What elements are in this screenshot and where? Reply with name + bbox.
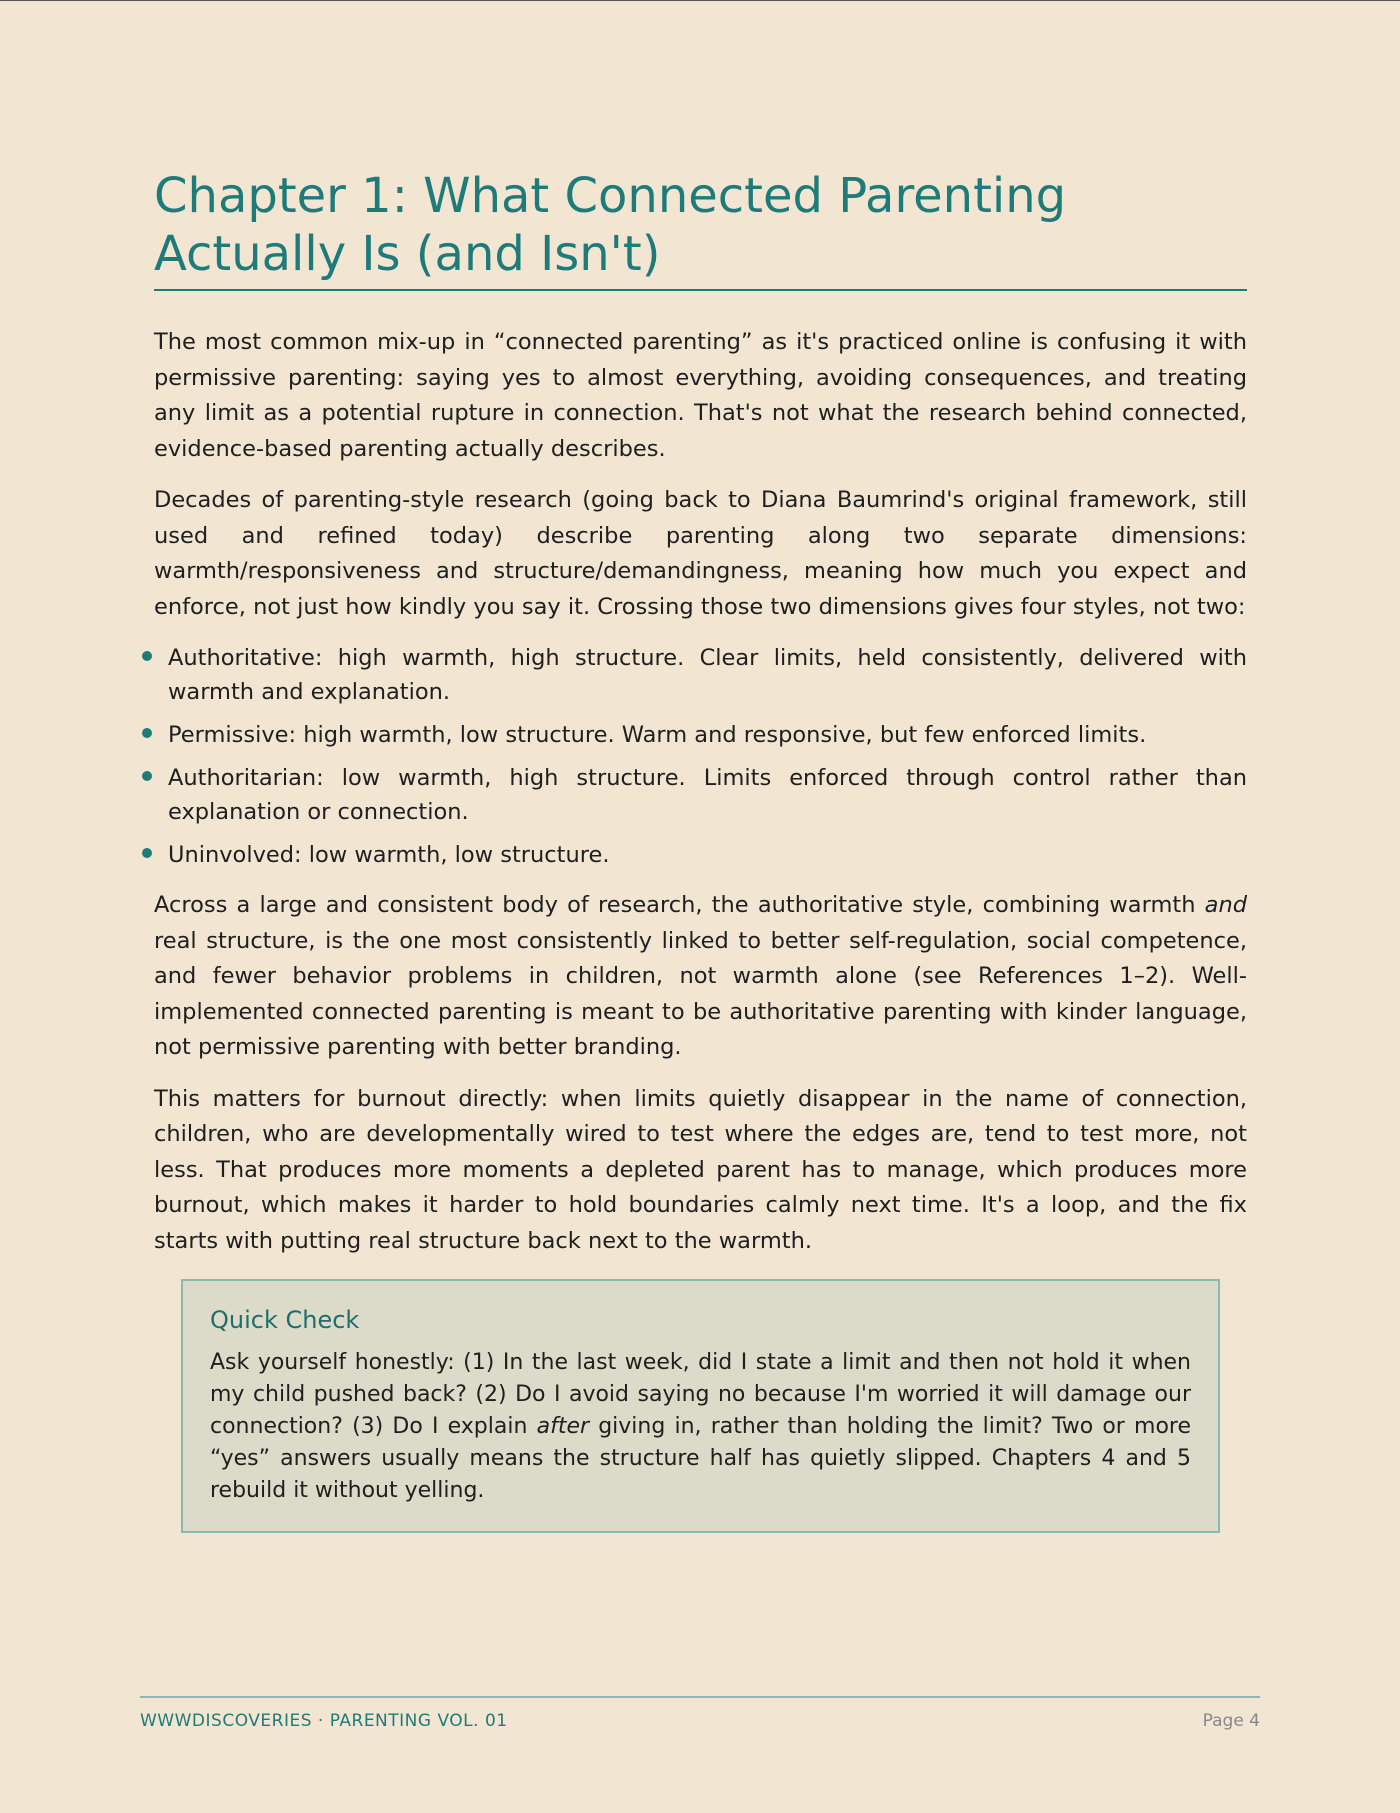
footer-brand: WWWDISCOVERIES · PARENTING VOL. 01 (140, 1711, 508, 1731)
callout-title: Quick Check (210, 1306, 360, 1334)
bullet-icon (142, 651, 152, 661)
list-item (140, 641, 1247, 709)
list-item-text: Permissive: high warmth, low structure. Warm and responsive, but few enforced limits. (168, 722, 1147, 748)
callout-text (210, 1347, 1191, 1507)
paragraph-authoritative (154, 888, 1247, 1066)
paragraph-research: Decades of parenting-style research (going back to Diana Baumrind's original framework, still used and refined today) describe parenting along two separate dimensions: warmth/responsiveness and structure/demandingness, meaning how much you expect and enforce, not just how kindly you say it. Crossing those two dimensions gives four styles, not two: (154, 487, 1247, 620)
parenting-styles-list (140, 641, 1247, 872)
chapter-title: Chapter 1: What Connected Parenting Actually Is (and Isn't) (154, 167, 1247, 291)
emphasis-after: after (536, 1414, 590, 1439)
chapter-page (154, 167, 1247, 1533)
paragraph-authoritative-start: Across a large and consistent body of research, the authoritative style, combining warmth (154, 892, 1205, 918)
list-item-text: Authoritarian: low warmth, high structure. Limits enforced through control rather than explanation or connection. (168, 765, 1247, 825)
paragraph-intro: The most common mix-up in “connected parenting” as it's practiced online is confusing it with permissive parenting: saying yes to almost everything, avoiding consequences, and treating any limit as a potential rupture in connection. That's not what the research behind connected, evidence-based parenting actually describes. (154, 329, 1247, 462)
page-footer (140, 1696, 1260, 1734)
page-number: Page 4 (1202, 1711, 1260, 1731)
chapter-body (154, 325, 1247, 1259)
list-item-text: Uninvolved: low warmth, low structure. (168, 842, 610, 868)
quick-check-callout (181, 1279, 1220, 1533)
emphasis-and: and (1204, 892, 1247, 918)
list-item (140, 838, 1247, 872)
list-item (140, 718, 1247, 752)
callout-text-start: Ask yourself honestly: (1) In the last week, did I state a limit and then not hold it when my child pushed back? (2) Do I avoid saying no because I'm worried it will damage our connection? (3) Do I explain (210, 1350, 1191, 1439)
bullet-icon (142, 728, 152, 738)
paragraph-burnout: This matters for burnout directly: when limits quietly disappear in the name of connection, children, who are developmentally wired to test where the edges are, tend to test more, not less. That produces more moments a depleted parent has to manage, which produces more burnout, which makes it harder to hold boundaries calmly next time. It's a loop, and the fix starts with putting real structure back next to the warmth. (154, 1085, 1247, 1254)
list-item (140, 761, 1247, 829)
callout-text-end: giving in, rather than holding the limit? Two or more “yes” answers usually means the structure half has quietly slipped. Chapters 4 and 5 rebuild it without yelling. (210, 1414, 1191, 1503)
bullet-icon (142, 771, 152, 781)
bullet-icon (142, 848, 152, 858)
list-item-text: Authoritative: high warmth, high structure. Clear limits, held consistently, delivered with warmth and explanation. (168, 645, 1247, 705)
paragraph-authoritative-end: real structure, is the one most consistently linked to better self-regulation, social competence, and fewer behavior problems in children, not warmth alone (see References 1–2). Well-implemented connected parenting is meant to be authoritative parenting with kinder language, not permissive parenting with better branding. (154, 927, 1247, 1060)
